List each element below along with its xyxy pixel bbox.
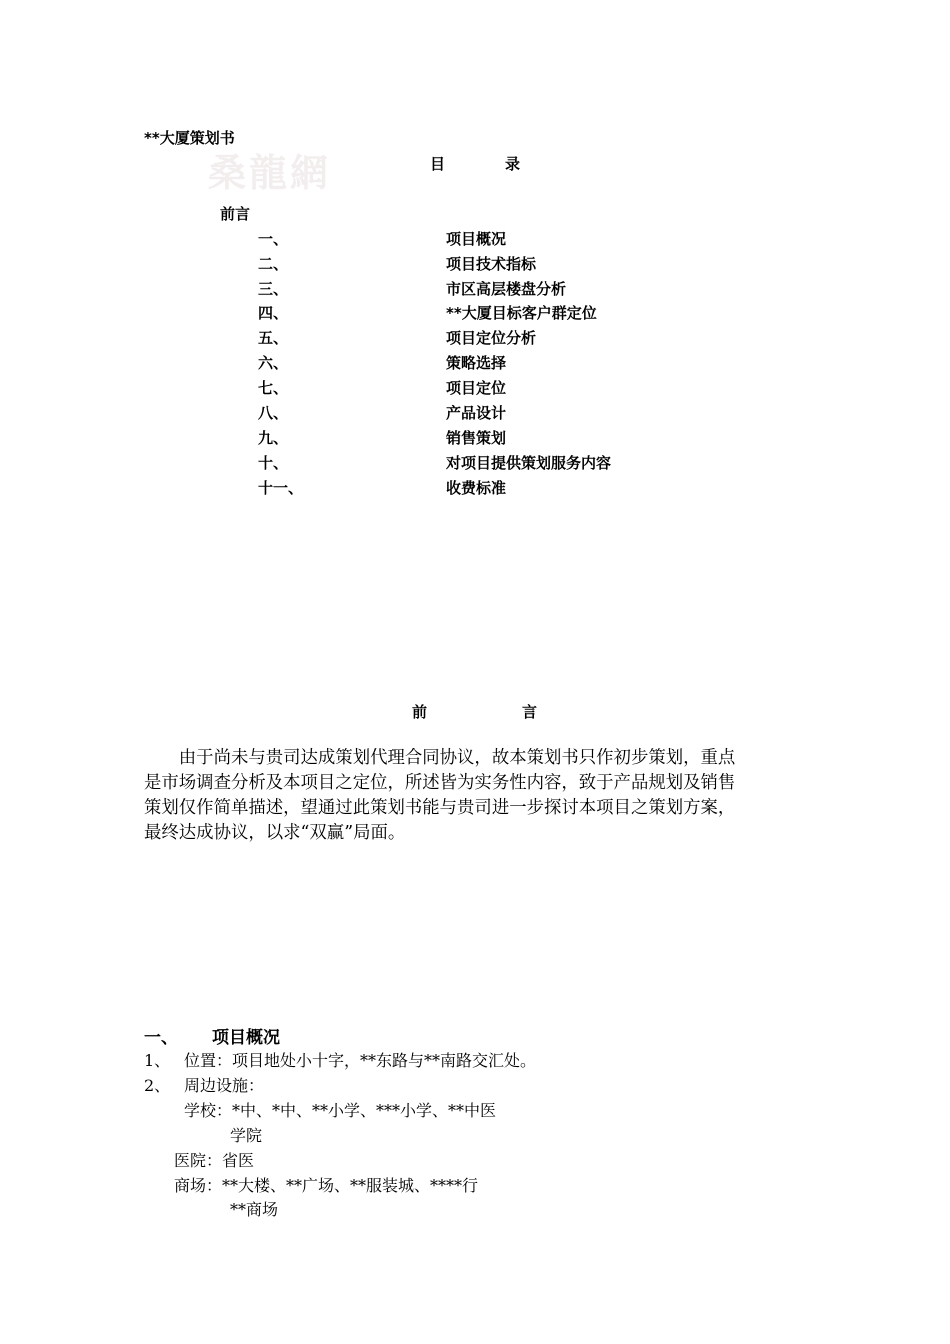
toc-item-text: 市区高层楼盘分析 <box>446 280 567 298</box>
list-item-number: 2、 <box>144 1076 171 1095</box>
toc-item-text: 项目概况 <box>446 230 507 248</box>
preface-line: 是市场调查分析及本项目之定位，所述皆为实务性内容，致于产品规划及销售 <box>144 773 736 793</box>
toc-item-text: **大厦目标客户群定位 <box>446 304 597 322</box>
preface-line: 最终达成协议，以求“双赢”局面。 <box>144 823 406 843</box>
preface-paragraph <box>144 746 809 846</box>
preface-heading-left: 前 <box>412 703 428 721</box>
toc-item-text: 项目定位 <box>446 379 507 397</box>
section-heading <box>144 1023 280 1048</box>
toc-preface: 前言 <box>220 205 251 223</box>
preface-line: 由于尚未与贵司达成策划代理合同协议，故本策划书只作初步策划，重点 <box>144 748 736 768</box>
toc-item-text: 收费标准 <box>446 479 507 497</box>
list-item-number: 1、 <box>144 1051 171 1070</box>
section-number: 一、 <box>144 1028 178 1048</box>
toc-item-number: 四、 <box>258 304 289 322</box>
toc-item-number: 十一、 <box>258 479 304 497</box>
school-line: 学校：*中、*中、**小学、***小学、**中医 <box>184 1101 497 1120</box>
mall-line: 商场：**大楼、**广场、**服装城、****行 <box>174 1176 479 1195</box>
facilities-heading: 周边设施： <box>184 1076 265 1095</box>
toc-item-number: 七、 <box>258 379 289 397</box>
toc-item-text: 策略选择 <box>446 354 507 372</box>
watermark-logo: 桑龍網 <box>208 150 332 195</box>
toc-item-text: 销售策划 <box>446 429 507 447</box>
toc-item-number: 一、 <box>258 230 289 248</box>
toc-item-number: 六、 <box>258 354 289 372</box>
preface-heading-right: 言 <box>522 703 538 721</box>
toc-heading-left: 目 <box>430 155 446 173</box>
toc-item-number: 二、 <box>258 255 289 273</box>
toc-item-text: 项目定位分析 <box>446 329 537 347</box>
toc-heading-right: 录 <box>505 155 521 173</box>
toc-item-text: 产品设计 <box>446 404 507 422</box>
section-title: 项目概况 <box>212 1028 280 1048</box>
school-line-continued: 学院 <box>230 1126 263 1145</box>
toc-item-number: 十、 <box>258 454 289 472</box>
toc-item-number: 九、 <box>258 429 289 447</box>
toc-item-number: 五、 <box>258 329 289 347</box>
hospital-line: 医院：省医 <box>174 1151 255 1170</box>
document-title: **大厦策划书 <box>144 129 235 147</box>
mall-line-continued: **商场 <box>230 1200 279 1219</box>
toc-item-text: 项目技术指标 <box>446 255 537 273</box>
toc-item-number: 三、 <box>258 280 289 298</box>
preface-line: 策划仅作简单描述，望通过此策划书能与贵司进一步探讨本项目之策划方案， <box>144 798 736 818</box>
location-line: 位置：项目地处小十字，**东路与**南路交汇处。 <box>184 1051 537 1070</box>
toc-item-number: 八、 <box>258 404 289 422</box>
toc-item-text: 对项目提供策划服务内容 <box>446 454 612 472</box>
